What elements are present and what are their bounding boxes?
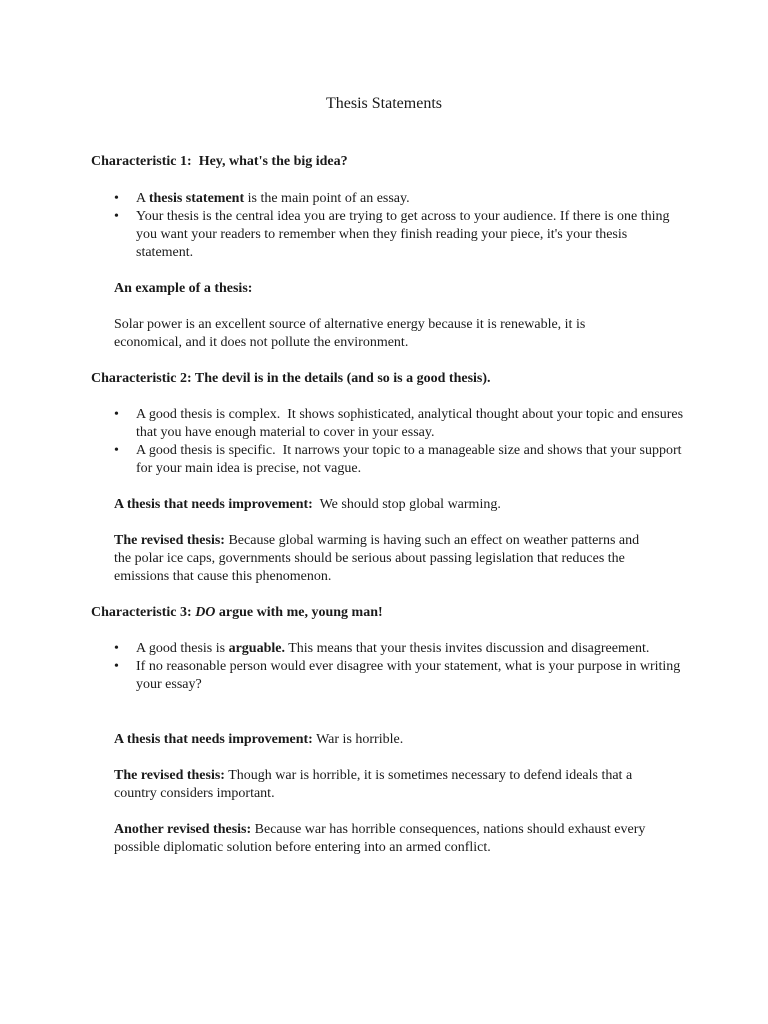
- bullet-bold-term: thesis statement: [148, 191, 245, 206]
- improvement-example: [114, 731, 654, 749]
- bullet-bold-term: arguable.: [228, 641, 285, 656]
- improvement-text: War is horrible.: [312, 732, 404, 747]
- bullet-text: is the main point of an essay.: [244, 191, 410, 206]
- list-item: [114, 208, 684, 262]
- bullet-icon: •: [114, 191, 119, 206]
- bullet-text: This means that your thesis invites discussion and disagreement.: [284, 641, 650, 656]
- bullet-text: A: [136, 191, 149, 206]
- bullet-icon: •: [114, 659, 119, 674]
- characteristic-3-bullets: [114, 640, 684, 694]
- bullet-icon: •: [114, 641, 119, 656]
- bullet-icon: •: [114, 407, 119, 422]
- another-revised-label: Another revised thesis:: [114, 822, 252, 837]
- list-item: [114, 442, 684, 478]
- characteristic-2-heading: Characteristic 2: The devil is in the details (and so is a good thesis).: [91, 371, 491, 386]
- characteristic-1-heading: [91, 153, 348, 171]
- example-thesis: Solar power is an excellent source of alternative energy because it is renewable, it is economical, and it does not pollute the environment.: [114, 317, 586, 350]
- improvement-label: A thesis that needs improvement:: [114, 497, 313, 512]
- characteristic-3-heading: [91, 604, 383, 622]
- revised-example: [114, 767, 654, 803]
- list-item: [114, 640, 684, 658]
- improvement-example: [114, 496, 654, 514]
- revised-example: [114, 532, 654, 586]
- bullet-icon: •: [114, 209, 119, 224]
- another-revised-example: [114, 821, 654, 857]
- revised-text: Because global warming is having such an effect on weather patterns and the polar ice caps, governments should be serious about passing legislation that reduces the emissions that cause this phenomenon.: [114, 533, 643, 584]
- bullet-text: A good thesis is specific. It narrows your topic to a manageable size and shows that your support for your main idea is precise, not vague.: [136, 443, 685, 476]
- characteristic-3-emphasis: DO: [195, 605, 216, 620]
- list-item: [114, 406, 687, 442]
- list-item: [114, 658, 684, 694]
- revised-label: The revised thesis:: [114, 533, 225, 548]
- list-item: [114, 190, 684, 208]
- page-title: Thesis Statements: [326, 95, 442, 112]
- characteristic-1-prefix: Characteristic 1:: [91, 154, 199, 169]
- another-revised-text: Because war has horrible consequences, nations should exhaust every possible diplomatic solution before entering into an armed conflict.: [114, 822, 649, 855]
- revised-label: The revised thesis:: [114, 768, 225, 783]
- example-label: An example of a thesis:: [114, 281, 253, 296]
- revised-text: Though war is horrible, it is sometimes necessary to defend ideals that a country considers important.: [114, 768, 636, 801]
- characteristic-3-title: argue with me, young man!: [215, 605, 383, 620]
- improvement-text: We should stop global warming.: [312, 497, 501, 512]
- characteristic-3-prefix: Characteristic 3:: [91, 605, 196, 620]
- characteristic-2-bullets: [114, 406, 687, 478]
- bullet-text: Your thesis is the central idea you are trying to get across to your audience. If there is one thing you want your readers to remember when they finish reading your piece, it's your thesis statement.: [136, 209, 670, 260]
- improvement-label: A thesis that needs improvement:: [114, 732, 313, 747]
- characteristic-1-bullets: [114, 190, 684, 262]
- bullet-text: A good thesis is complex. It shows sophisticated, analytical thought about your topic and ensures that you have enough material to cover in your essay.: [136, 407, 687, 440]
- bullet-icon: •: [114, 443, 119, 458]
- bullet-text: If no reasonable person would ever disagree with your statement, what is your purpose in writing your essay?: [136, 659, 681, 692]
- characteristic-1-title: Hey, what's the big idea?: [198, 154, 348, 169]
- bullet-text: A good thesis is: [136, 641, 229, 656]
